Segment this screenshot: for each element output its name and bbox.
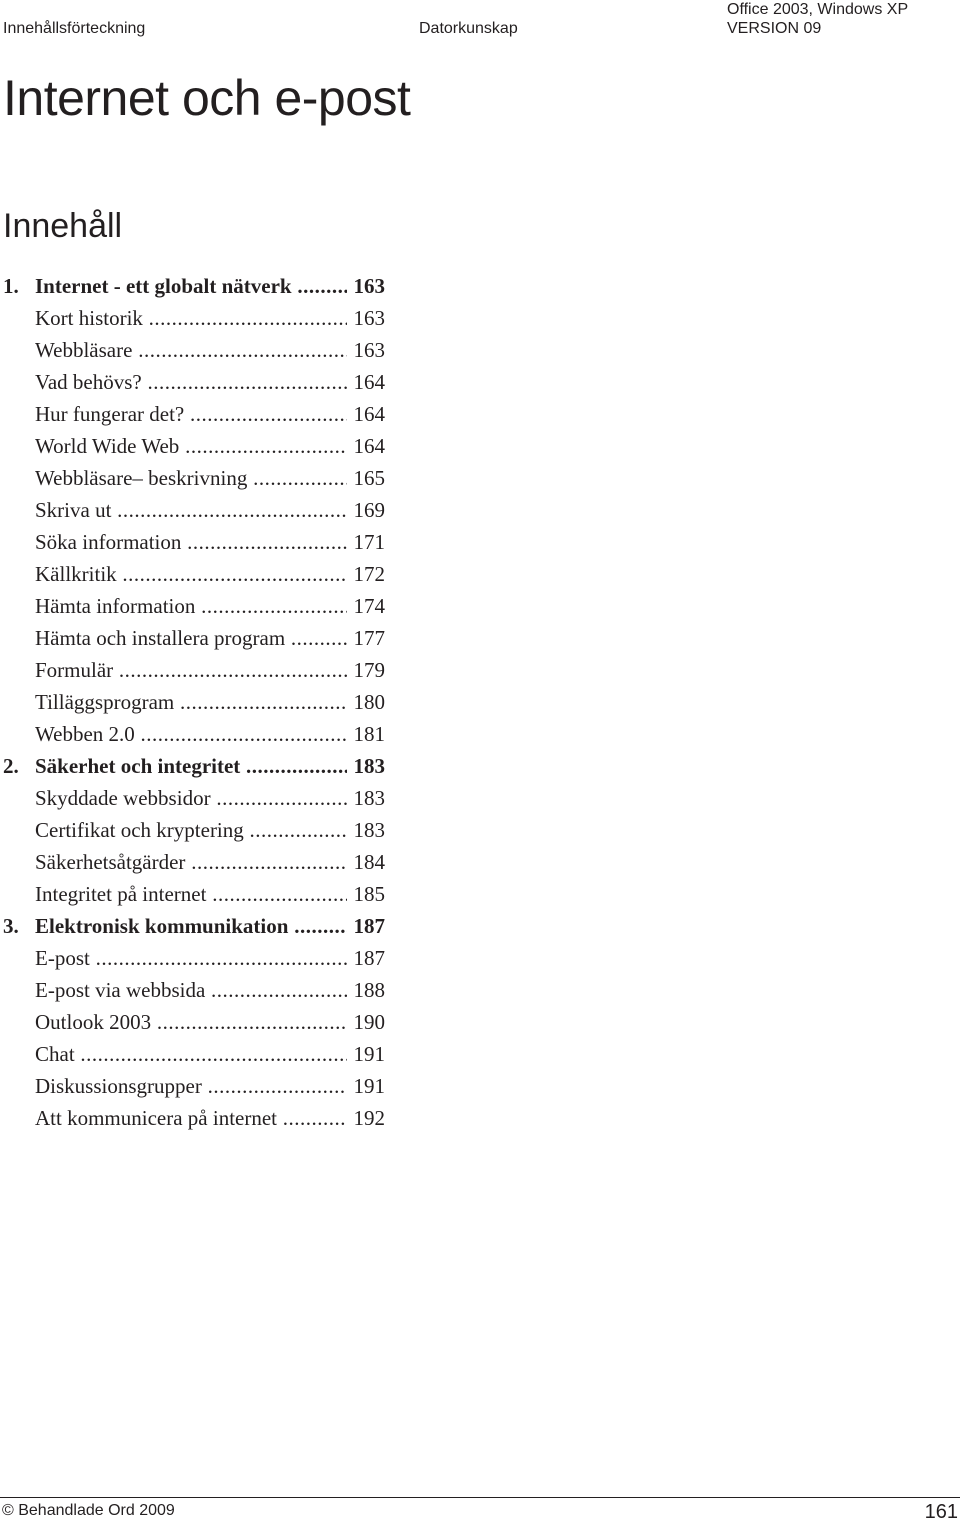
toc-page-number: 164 [352, 398, 386, 430]
toc-chapter-number: 2. [3, 754, 19, 778]
toc-page-number: 192 [352, 1102, 386, 1134]
toc-chapter-entry [0, 910, 385, 942]
toc-entry [0, 686, 385, 718]
toc-entry-title: World Wide Web ..... [35, 430, 347, 462]
toc-entry-title: Certifikat och kryptering ..... [35, 814, 347, 846]
toc-entry-title: Att kommunicera på internet ..... [35, 1102, 347, 1134]
toc-page-number: 187 [348, 910, 386, 942]
toc-entry-title: Integritet på internet ..... [35, 878, 347, 910]
toc-page-number: 181 [352, 718, 386, 750]
toc-entry-title: E-post via webbsida ..... [35, 974, 347, 1006]
toc-entry [0, 942, 385, 974]
toc-entry-title: Hur fungerar det? ..... [35, 398, 347, 430]
toc-entry [0, 654, 385, 686]
toc-heading: Innehåll [3, 207, 123, 245]
toc-page-number: 179 [352, 654, 386, 686]
toc-entry-title: Elektronisk kommunikation ..... [35, 910, 347, 942]
page-title: Internet och e-post [3, 70, 411, 126]
toc-page-number: 174 [352, 590, 386, 622]
toc-entry [0, 814, 385, 846]
toc-page-number: 187 [352, 942, 386, 974]
toc-entry [0, 334, 385, 366]
toc-entry [0, 1070, 385, 1102]
toc-page-number: 183 [352, 782, 386, 814]
toc-page-number: 183 [352, 814, 386, 846]
toc-page-number: 164 [352, 430, 386, 462]
toc-entry [0, 494, 385, 526]
toc-entry-title: Säkerhetsåtgärder ..... [35, 846, 347, 878]
running-header-section: Innehållsförteckning [3, 20, 146, 37]
toc-entry [0, 974, 385, 1006]
toc-chapter-entry [0, 750, 385, 782]
toc-entry-title: Söka information ..... [35, 526, 347, 558]
toc-entry-title: Chat ..... [35, 1038, 347, 1070]
toc-page-number: 177 [352, 622, 386, 654]
toc-page-number: 169 [352, 494, 386, 526]
toc-entry-title: Webbläsare– beskrivning ..... [35, 462, 347, 494]
footer-copyright: © Behandlade Ord 2009 [2, 1502, 175, 1519]
toc-page-number: 191 [352, 1070, 386, 1102]
toc-page-number: 183 [348, 750, 386, 782]
toc-entry [0, 590, 385, 622]
toc-entry-title: Hämta och installera program ..... [35, 622, 347, 654]
toc-entry [0, 558, 385, 590]
toc-entry [0, 302, 385, 334]
toc-page-number: 180 [352, 686, 386, 718]
toc-page-number: 184 [352, 846, 386, 878]
toc-page-number: 191 [352, 1038, 386, 1070]
toc-page-number: 164 [352, 366, 386, 398]
toc-chapter-entry [0, 270, 385, 302]
toc-chapter-number: 1. [3, 274, 19, 298]
toc-entry [0, 1102, 385, 1134]
toc-entry [0, 846, 385, 878]
toc-entry [0, 782, 385, 814]
footer-page-number: 161 [924, 1501, 958, 1523]
toc-chapter-number: 3. [3, 914, 19, 938]
toc-entry [0, 398, 385, 430]
toc-entry-title: Tilläggsprogram ..... [35, 686, 347, 718]
header-version-line: VERSION 09 [727, 20, 822, 37]
toc-entry-title: Webben 2.0 ..... [35, 718, 347, 750]
toc-entry [0, 1006, 385, 1038]
toc-entry [0, 366, 385, 398]
toc-entry [0, 430, 385, 462]
toc-entry-title: Internet - ett globalt nätverk ..... [35, 270, 347, 302]
toc-page-number: 163 [352, 302, 386, 334]
toc-page-number: 190 [352, 1006, 386, 1038]
toc-entry-title: Diskussionsgrupper ..... [35, 1070, 347, 1102]
toc-entry-title: Outlook 2003 ..... [35, 1006, 347, 1038]
footer-divider [0, 1497, 960, 1498]
toc-entry-title: Kort historik ..... [35, 302, 347, 334]
toc-entry-title: E-post ..... [35, 942, 347, 974]
toc-entry-title: Källkritik ..... [35, 558, 347, 590]
toc-entry-title: Skyddade webbsidor ..... [35, 782, 347, 814]
toc-page-number: 185 [352, 878, 386, 910]
toc-entry-title: Vad behövs? ..... [35, 366, 347, 398]
toc-page-number: 172 [352, 558, 386, 590]
header-software-line: Office 2003, Windows XP [727, 1, 909, 18]
toc-page-number: 188 [352, 974, 386, 1006]
toc-page-number: 163 [352, 334, 386, 366]
toc-page-number: 171 [352, 526, 386, 558]
table-of-contents [0, 270, 400, 1134]
toc-entry-title: Hämta information ..... [35, 590, 347, 622]
toc-entry-title: Skriva ut ..... [35, 494, 347, 526]
toc-entry [0, 1038, 385, 1070]
toc-page-number: 165 [352, 462, 386, 494]
toc-entry [0, 718, 385, 750]
toc-entry [0, 526, 385, 558]
toc-page-number: 163 [348, 270, 386, 302]
running-header-subject: Datorkunskap [419, 20, 518, 37]
toc-entry-title: Säkerhet och integritet ..... [35, 750, 347, 782]
running-header-version [727, 0, 908, 38]
toc-entry [0, 622, 385, 654]
toc-entry [0, 878, 385, 910]
toc-entry [0, 462, 385, 494]
toc-entry-title: Webbläsare ..... [35, 334, 347, 366]
toc-entry-title: Formulär ..... [35, 654, 347, 686]
